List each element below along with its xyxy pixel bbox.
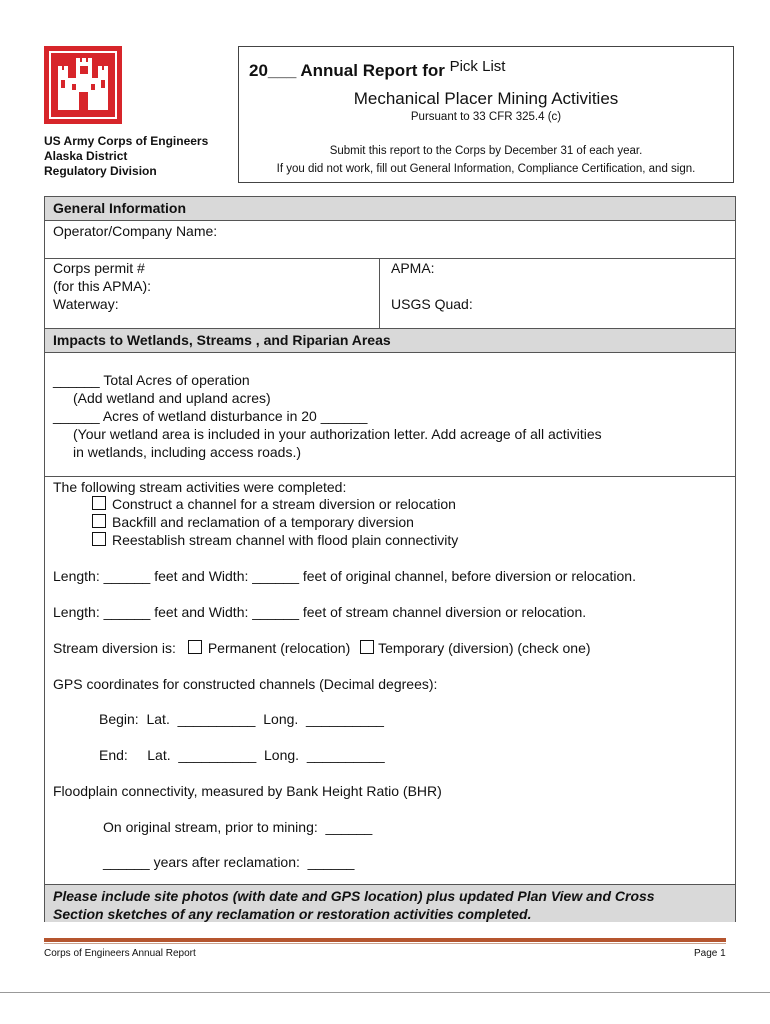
usace-castle-logo xyxy=(44,46,122,124)
gps-end-line[interactable]: End: Lat. __________ Long. __________ xyxy=(99,747,385,763)
activity-label: Reestablish stream channel with flood plain connectivity xyxy=(112,532,459,548)
gps-begin-line[interactable]: Begin: Lat. __________ Long. __________ xyxy=(99,711,384,727)
usgs-quad-label: USGS Quad: xyxy=(391,296,473,312)
castle-icon xyxy=(44,46,122,124)
permanent-label: Permanent (relocation) xyxy=(207,640,351,656)
checkbox[interactable] xyxy=(92,496,106,510)
submit-deadline-note: Submit this report to the Corps by December 31 of each year. xyxy=(329,145,643,157)
regulation-reference: Pursuant to 33 CFR 325.4 (c) xyxy=(410,111,562,123)
page-number: Page 1 xyxy=(694,948,726,959)
post-reclamation-bhr[interactable]: ______ years after reclamation: ______ xyxy=(103,854,355,870)
wetland-acres-line[interactable]: ______ Acres of wetland disturbance in 20 ______ xyxy=(53,408,368,424)
stream-diversion-row xyxy=(53,639,591,657)
activity-item[interactable] xyxy=(92,513,414,531)
apma-label: APMA: xyxy=(391,260,435,276)
footer-rule-thin xyxy=(44,943,726,944)
photo-note-line2: Section sketches of any reclamation or restoration activities completed. xyxy=(53,906,532,922)
waterway-field[interactable] xyxy=(135,295,375,325)
permit-label-line1: Corps permit # xyxy=(53,260,145,276)
permit-label-line2: (for this APMA): xyxy=(53,278,152,294)
temporary-label: Temporary (diversion) (check one) xyxy=(378,640,591,656)
pick-list-dropdown[interactable]: Pick List xyxy=(449,58,506,75)
activity-label: Backfill and reclamation of a temporary diversion xyxy=(112,514,414,530)
general-info-heading: General Information xyxy=(45,197,735,221)
report-subtitle: Mechanical Placer Mining Activities xyxy=(353,89,619,108)
page-edge xyxy=(0,992,770,993)
report-title-box xyxy=(238,46,734,183)
activity-item[interactable] xyxy=(92,495,456,513)
checkbox[interactable] xyxy=(92,514,106,528)
wetland-note-1: (Your wetland area is included in your authorization letter. Add acreage of all activities xyxy=(73,426,602,442)
org-name: US Army Corps of Engineers xyxy=(44,134,209,148)
apma-field[interactable] xyxy=(445,260,725,290)
original-channel-dimensions[interactable]: Length: ______ feet and Width: ______ feet of original channel, before diversion or relocation. xyxy=(53,568,636,584)
report-title xyxy=(249,58,506,81)
total-acres-note: (Add wetland and upland acres) xyxy=(73,390,271,406)
impacts-heading: Impacts to Wetlands, Streams , and Riparian Areas xyxy=(45,329,735,353)
footer-rule xyxy=(44,938,726,942)
original-stream-bhr[interactable]: On original stream, prior to mining: ______ xyxy=(103,819,373,835)
temporary-checkbox[interactable] xyxy=(360,640,374,654)
checkbox[interactable] xyxy=(92,532,106,546)
diversion-channel-dimensions[interactable]: Length: ______ feet and Width: ______ feet of stream channel diversion or relocation. xyxy=(53,604,587,620)
usgs-quad-field[interactable] xyxy=(485,295,725,325)
activity-item[interactable] xyxy=(92,531,458,549)
title-prefix: 20___ Annual Report for xyxy=(249,61,445,80)
total-acres-line[interactable]: ______ Total Acres of operation xyxy=(53,372,250,388)
org-division: Regulatory Division xyxy=(44,164,157,178)
gps-label: GPS coordinates for constructed channels (Decimal degrees): xyxy=(53,676,438,692)
organization-block xyxy=(44,134,208,179)
no-work-note: If you did not work, fill out General Information, Compliance Certification, and sign. xyxy=(276,163,696,175)
permit-label xyxy=(53,259,151,295)
photo-requirement-note xyxy=(45,884,735,922)
floodplain-label: Floodplain connectivity, measured by Bank Height Ratio (BHR) xyxy=(53,783,442,799)
org-district: Alaska District xyxy=(44,149,128,163)
wetland-note-2: in wetlands, including access roads.) xyxy=(73,444,302,460)
operator-label: Operator/Company Name: xyxy=(53,223,218,239)
stream-activities-intro: The following stream activities were completed: xyxy=(53,479,347,495)
footer-title: Corps of Engineers Annual Report xyxy=(44,948,196,959)
activity-label: Construct a channel for a stream diversion or relocation xyxy=(112,496,456,512)
permit-number-field[interactable] xyxy=(175,260,375,290)
waterway-label: Waterway: xyxy=(53,296,119,312)
operator-field[interactable] xyxy=(235,223,725,253)
report-form xyxy=(44,196,736,922)
photo-note-line1: Please include site photos (with date and GPS location) plus updated Plan View and Cross xyxy=(53,888,655,904)
permanent-checkbox[interactable] xyxy=(188,640,202,654)
stream-diversion-label: Stream diversion is: xyxy=(53,640,176,656)
